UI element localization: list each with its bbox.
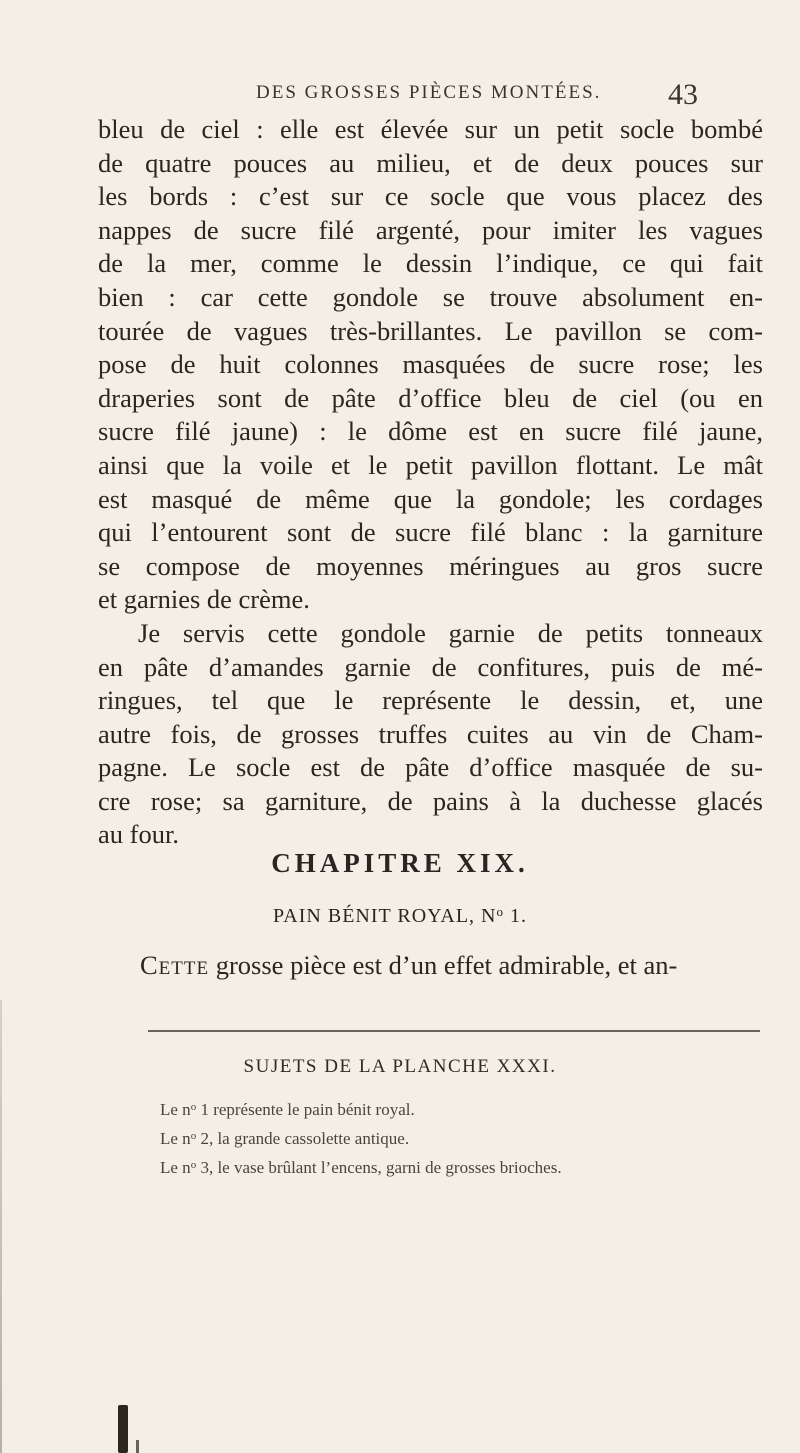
text-line: les bords : c’est sur ce socle que vous placez des [98, 181, 763, 212]
scan-artifact [136, 1440, 139, 1453]
plate-item-text: 1 représente le pain bénit royal. [196, 1100, 415, 1119]
text-line: pose de huit colonnes masquées de sucre rose; les [98, 349, 763, 380]
text-line: au four. [98, 819, 179, 850]
text-line: de quatre pouces au milieu, et de deux pouces sur [98, 147, 763, 178]
text-line: ringues, tel que le représente le dessin, et, une [98, 685, 763, 716]
text-line: draperies sont de pâte d’office bleu de ciel (ou en [98, 382, 763, 413]
text-line: pagne. Le socle est de pâte d’office masquée de su- [98, 752, 763, 783]
paragraph-2 [98, 617, 763, 852]
text-line: qui l’entourent sont de sucre filé blanc : la garniture [98, 517, 763, 548]
plate-item [160, 1094, 780, 1123]
plate-item-sup: o [190, 1130, 197, 1142]
chapter-opening-line [140, 948, 770, 982]
paragraph-1 [98, 113, 763, 617]
text-line: se compose de moyennes méringues au gros sucre [98, 550, 763, 581]
text-line: cre rose; sa garniture, de pains à la duchesse glacés [98, 785, 763, 816]
plate-item-prefix: Le n [160, 1100, 191, 1119]
plate-item-text: 3, le vase brûlant l’encens, garni de grosses brioches. [196, 1158, 562, 1177]
text-line: sucre filé jaune) : le dôme est en sucre filé jaune, [98, 416, 763, 447]
text-line: en pâte d’amandes garnie de confitures, puis de mé- [98, 651, 763, 682]
text-line: autre fois, de grosses truffes cuites au vin de Cham- [98, 718, 763, 749]
plate-item [160, 1152, 780, 1181]
footnote-rule [148, 1030, 760, 1032]
text-line: nappes de sucre filé argenté, pour imiter les vagues [98, 214, 763, 245]
plate-list [160, 1094, 780, 1181]
text-line: bleu de ciel : elle est élevée sur un petit socle bombé [98, 114, 763, 144]
plate-item-prefix: Le n [160, 1158, 191, 1177]
body-text [98, 113, 763, 852]
chapter-subtitle-sup: o [496, 904, 504, 919]
plate-item-sup: o [190, 1159, 197, 1171]
chapter-subtitle-text: PAIN BÉNIT ROYAL, N [273, 905, 497, 927]
text-line: est masqué de même que la gondole; les cordages [98, 483, 763, 514]
plate-heading: SUJETS DE LA PLANCHE XXXI. [243, 1056, 557, 1077]
chapter-title: CHAPITRE XIX. [271, 848, 529, 878]
page-number: 43 [668, 78, 698, 111]
plate-item-prefix: Le n [160, 1129, 191, 1148]
plate-item [160, 1123, 780, 1152]
text-line: tourée de vagues très-brillantes. Le pavillon se com- [98, 315, 763, 346]
plate-item-text: 2, la grande cassolette antique. [196, 1129, 410, 1148]
opening-smallcaps: Cette [140, 950, 210, 980]
chapter-subtitle [0, 904, 800, 928]
opening-rest: grosse pièce est d’un effet admirable, et an- [209, 950, 678, 980]
text-line: Je servis cette gondole garnie de petits tonneaux [138, 617, 763, 648]
text-line: et garnies de crème. [98, 584, 310, 615]
text-line: bien : car cette gondole se trouve absolument en- [98, 281, 763, 312]
running-title: DES GROSSES PIÈCES MONTÉES. [256, 82, 602, 103]
running-head [0, 78, 800, 114]
scan-artifact [118, 1405, 128, 1453]
page-edge-shadow [0, 1000, 2, 1453]
plate-item-sup: o [190, 1101, 197, 1113]
text-line: ainsi que la voile et le petit pavillon flottant. Le mât [98, 449, 763, 480]
text-line: de la mer, comme le dessin l’indique, ce qui fait [98, 248, 763, 279]
chapter-subtitle-end: 1. [503, 905, 527, 927]
